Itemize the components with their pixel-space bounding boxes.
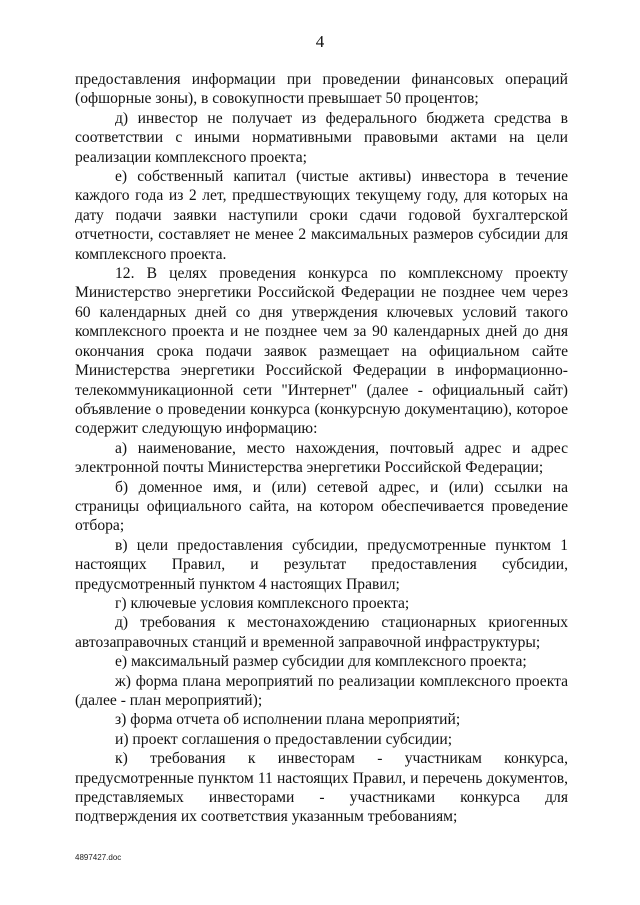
list-item-v: в) цели предоставления субсидии, предусмотренные пунктом 1 настоящих Правил, и результат предоставления субсидии, предусмотренный пунктом 4 настоящих Правил; <box>75 536 568 593</box>
paragraph-continuation: предоставления информации при проведении финансовых операций (офшорные зоны), в совокупности превышает 50 процентов; <box>75 71 568 108</box>
list-item-b: б) доменное имя, и (или) сетевой адрес, и (или) ссылки на страницы официального сайта, на котором обеспечивается проведение отбора; <box>75 478 568 535</box>
paragraph-item-e-equity: е) собственный капитал (чистые активы) инвестора в течение каждого года из 2 лет, предшествующих текущему году, для которых на дату подачи заявки наступили сроки сдачи годовой бухгалтерской отчетности, составляет не менее 2 максимальных размеров субсидии для комплексного проекта. <box>75 168 568 263</box>
list-item-k: к) требования к инвесторам - участникам конкурса, предусмотренные пунктом 11 настоящих Правил, и перечень документов, представляемых инвесторами - участниками конкурса для подтверждения их соответствия указанным требованиям; <box>75 750 568 826</box>
paragraph-section-12: 12. В целях проведения конкурса по комплексному проекту Министерство энергетики Российской Федерации не позднее чем через 60 календарных дней со дня утверждения ключевых условий такого комплексного проекта и не позднее чем за 90 календарных дней до дня окончания срока подачи заявок размещает на официальном сайте Министерства энергетики Российской Федерации в информационно-телекоммуникационной сети "Интернет" (далее - официальный сайт) объявление о проведении конкурса (конкурсную документацию), которое содержит следующую информацию: <box>75 265 568 438</box>
document-body <box>75 70 568 827</box>
footer-doc-id: 4897427.doc <box>75 853 122 862</box>
page-number: 4 <box>315 32 325 51</box>
paragraph-item-d-investor-budget: д) инвестор не получает из федерального бюджета средства в соответствии с иными нормативными правовыми актами на цели реализации комплексного проекта; <box>75 109 568 166</box>
list-item-d: д) требования к местонахождению стационарных криогенных автозаправочных станций и временной заправочной инфраструктуры; <box>75 614 568 651</box>
list-item-e: е) максимальный размер субсидии для комплексного проекта; <box>115 653 527 671</box>
list-item-g: г) ключевые условия комплексного проекта; <box>115 594 410 612</box>
list-item-a: а) наименование, место нахождения, почтовый адрес и адрес электронной почты Министерства энергетики Российской Федерации; <box>75 439 568 477</box>
list-item-z: з) форма отчета об исполнении плана мероприятий; <box>115 711 461 729</box>
list-item-zh: ж) форма плана мероприятий по реализации комплексного проекта (далее - план мероприятий); <box>75 672 568 709</box>
list-item-i: и) проект соглашения о предоставлении субсидии; <box>115 730 453 748</box>
